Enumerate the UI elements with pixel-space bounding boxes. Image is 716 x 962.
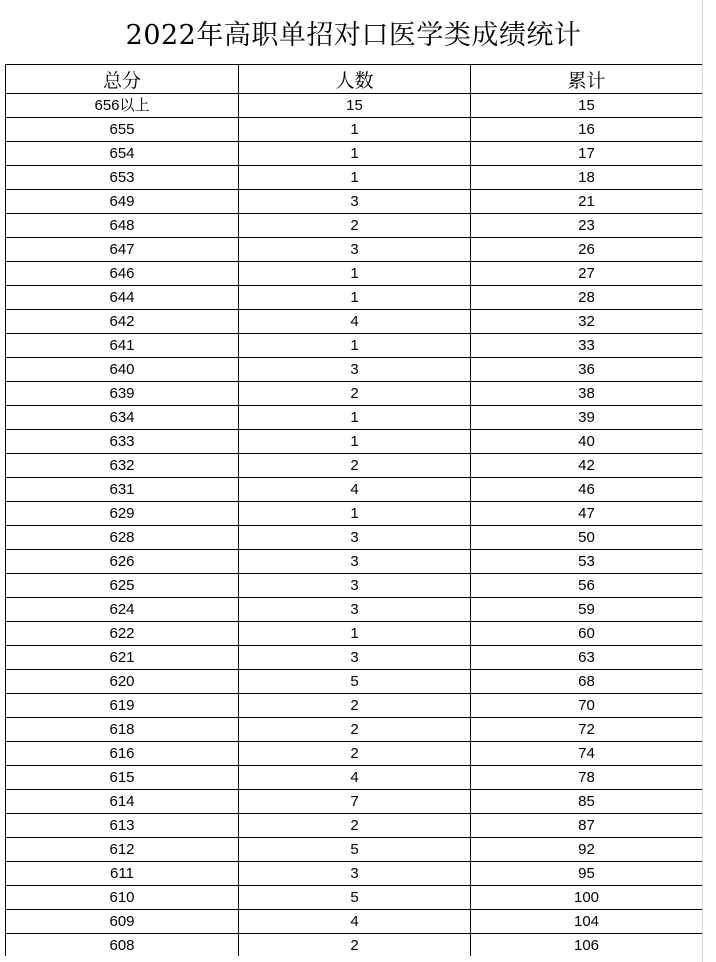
table-row	[6, 670, 703, 694]
cell-total-score: 611	[6, 862, 239, 886]
table-row	[6, 910, 703, 934]
header-cumulative: 累计	[471, 65, 703, 94]
cell-total-score: 616	[6, 742, 239, 766]
table-row	[6, 118, 703, 142]
header-total-score: 总分	[6, 65, 239, 94]
cell-count: 3	[239, 862, 471, 886]
table-row	[6, 742, 703, 766]
cell-count: 5	[239, 886, 471, 910]
cell-cumulative: 53	[471, 550, 703, 574]
table-row	[6, 238, 703, 262]
cell-count: 15	[239, 94, 471, 118]
cell-cumulative: 36	[471, 358, 703, 382]
cell-total-score: 609	[6, 910, 239, 934]
table-row	[6, 94, 703, 118]
cell-total-score: 654	[6, 142, 239, 166]
cell-total-score: 639	[6, 382, 239, 406]
cell-cumulative: 50	[471, 526, 703, 550]
cell-cumulative: 47	[471, 502, 703, 526]
table-row	[6, 454, 703, 478]
cell-total-score: 655	[6, 118, 239, 142]
table-row	[6, 142, 703, 166]
cell-count: 1	[239, 406, 471, 430]
cell-count: 3	[239, 646, 471, 670]
cell-count: 3	[239, 574, 471, 598]
cell-cumulative: 78	[471, 766, 703, 790]
cell-cumulative: 72	[471, 718, 703, 742]
cell-count: 2	[239, 718, 471, 742]
cell-cumulative: 68	[471, 670, 703, 694]
table-row	[6, 814, 703, 838]
cell-total-score: 642	[6, 310, 239, 334]
table-row	[6, 790, 703, 814]
table-row	[6, 646, 703, 670]
cell-total-score: 647	[6, 238, 239, 262]
table-row	[6, 478, 703, 502]
cell-count: 1	[239, 430, 471, 454]
score-sheet	[5, 0, 702, 956]
cell-total-score: 613	[6, 814, 239, 838]
cell-count: 2	[239, 814, 471, 838]
table-row	[6, 262, 703, 286]
cell-count: 1	[239, 118, 471, 142]
cell-count: 3	[239, 358, 471, 382]
cell-cumulative: 46	[471, 478, 703, 502]
cell-cumulative: 56	[471, 574, 703, 598]
cell-cumulative: 27	[471, 262, 703, 286]
cell-cumulative: 63	[471, 646, 703, 670]
cell-total-score: 631	[6, 478, 239, 502]
cell-cumulative: 26	[471, 238, 703, 262]
score-table	[5, 64, 702, 956]
cell-total-score: 620	[6, 670, 239, 694]
cell-total-score: 653	[6, 166, 239, 190]
cell-total-score: 648	[6, 214, 239, 238]
cell-count: 5	[239, 670, 471, 694]
cell-total-score: 632	[6, 454, 239, 478]
cell-total-score: 610	[6, 886, 239, 910]
cell-count: 3	[239, 526, 471, 550]
cell-cumulative: 42	[471, 454, 703, 478]
cell-cumulative: 23	[471, 214, 703, 238]
table-row	[6, 862, 703, 886]
table-row	[6, 382, 703, 406]
cell-total-score: 633	[6, 430, 239, 454]
cell-cumulative: 70	[471, 694, 703, 718]
cell-total-score: 619	[6, 694, 239, 718]
table-row	[6, 358, 703, 382]
table-row	[6, 430, 703, 454]
table-row	[6, 310, 703, 334]
cell-total-score: 614	[6, 790, 239, 814]
cell-count: 4	[239, 478, 471, 502]
cell-cumulative: 59	[471, 598, 703, 622]
cell-count: 1	[239, 334, 471, 358]
table-row	[6, 838, 703, 862]
table-row	[6, 166, 703, 190]
table-row	[6, 622, 703, 646]
cell-count: 1	[239, 262, 471, 286]
table-row	[6, 598, 703, 622]
table-row	[6, 550, 703, 574]
cell-count: 1	[239, 286, 471, 310]
cell-cumulative: 32	[471, 310, 703, 334]
cell-count: 1	[239, 502, 471, 526]
cell-total-score: 622	[6, 622, 239, 646]
cell-count: 2	[239, 694, 471, 718]
cell-cumulative: 15	[471, 94, 703, 118]
cell-cumulative: 104	[471, 910, 703, 934]
cell-count: 1	[239, 142, 471, 166]
header-row	[6, 65, 703, 94]
table-row	[6, 766, 703, 790]
cell-count: 4	[239, 310, 471, 334]
table-row	[6, 214, 703, 238]
table-row	[6, 694, 703, 718]
cell-count: 3	[239, 598, 471, 622]
cell-cumulative: 87	[471, 814, 703, 838]
table-row	[6, 718, 703, 742]
cell-cumulative: 85	[471, 790, 703, 814]
cell-cumulative: 74	[471, 742, 703, 766]
sheet-edge	[702, 0, 703, 962]
cell-total-score: 656以上	[6, 94, 239, 118]
cell-total-score: 646	[6, 262, 239, 286]
cell-cumulative: 18	[471, 166, 703, 190]
cell-cumulative: 60	[471, 622, 703, 646]
cell-count: 4	[239, 766, 471, 790]
cell-count: 7	[239, 790, 471, 814]
cell-count: 2	[239, 382, 471, 406]
cell-count: 1	[239, 622, 471, 646]
sheet-title: 2022年高职单招对口医学类成绩统计	[125, 19, 582, 51]
cell-cumulative: 40	[471, 430, 703, 454]
cell-total-score: 649	[6, 190, 239, 214]
cell-cumulative: 39	[471, 406, 703, 430]
cell-count: 5	[239, 838, 471, 862]
cell-count: 2	[239, 214, 471, 238]
cell-count: 4	[239, 910, 471, 934]
cell-cumulative: 95	[471, 862, 703, 886]
cell-count: 3	[239, 238, 471, 262]
cell-total-score: 624	[6, 598, 239, 622]
cell-total-score: 628	[6, 526, 239, 550]
cell-total-score: 621	[6, 646, 239, 670]
table-row	[6, 406, 703, 430]
cell-count: 3	[239, 550, 471, 574]
cell-count: 2	[239, 454, 471, 478]
cell-cumulative: 106	[471, 934, 703, 957]
cell-cumulative: 38	[471, 382, 703, 406]
table-body	[6, 94, 703, 957]
table-row	[6, 286, 703, 310]
cell-total-score: 641	[6, 334, 239, 358]
cell-count: 2	[239, 934, 471, 957]
cell-cumulative: 21	[471, 190, 703, 214]
cell-total-score: 608	[6, 934, 239, 957]
cell-cumulative: 28	[471, 286, 703, 310]
cell-count: 1	[239, 166, 471, 190]
cell-total-score: 640	[6, 358, 239, 382]
header-count: 人数	[239, 65, 471, 94]
table-row	[6, 502, 703, 526]
cell-total-score: 625	[6, 574, 239, 598]
cell-total-score: 615	[6, 766, 239, 790]
cell-total-score: 634	[6, 406, 239, 430]
table-row	[6, 886, 703, 910]
cell-cumulative: 92	[471, 838, 703, 862]
cell-total-score: 612	[6, 838, 239, 862]
cell-total-score: 629	[6, 502, 239, 526]
table-row	[6, 190, 703, 214]
cell-cumulative: 100	[471, 886, 703, 910]
cell-count: 3	[239, 190, 471, 214]
cell-cumulative: 33	[471, 334, 703, 358]
cell-total-score: 626	[6, 550, 239, 574]
table-row	[6, 334, 703, 358]
cell-total-score: 644	[6, 286, 239, 310]
cell-cumulative: 16	[471, 118, 703, 142]
table-row	[6, 526, 703, 550]
cell-cumulative: 17	[471, 142, 703, 166]
table-row	[6, 934, 703, 957]
table-row	[6, 574, 703, 598]
cell-count: 2	[239, 742, 471, 766]
cell-total-score: 618	[6, 718, 239, 742]
